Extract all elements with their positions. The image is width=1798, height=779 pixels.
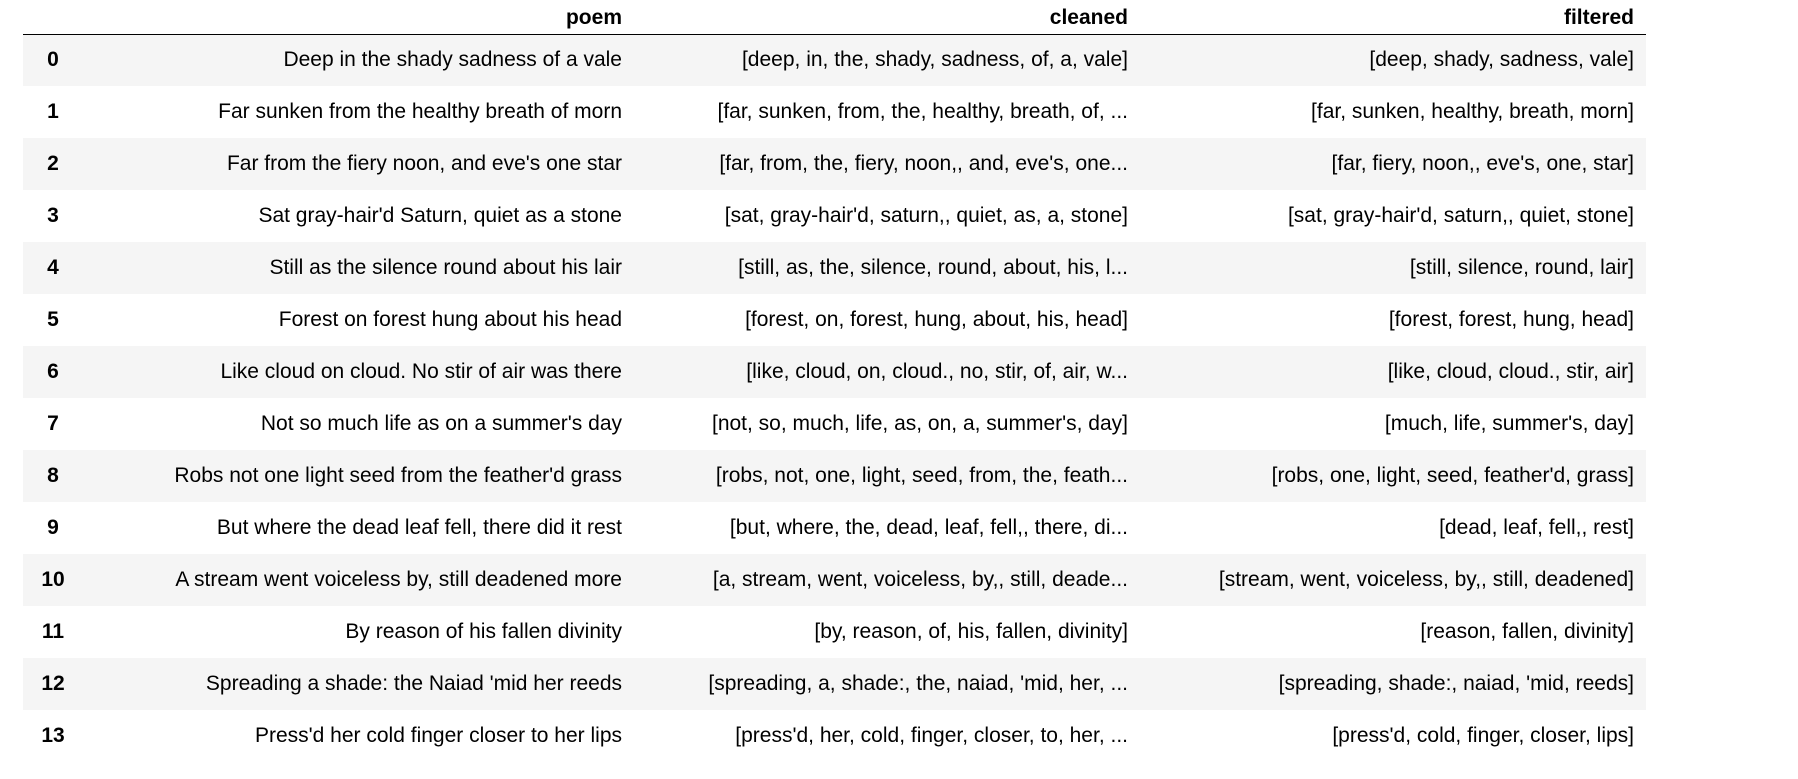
- cell-cleaned: [far, from, the, fiery, noon,, and, eve's, one...: [719, 152, 1128, 175]
- cell-poem: Far sunken from the healthy breath of morn: [218, 100, 622, 123]
- cell-poem: Spreading a shade: the Naiad 'mid her reeds: [205, 672, 622, 695]
- cell-poem: Press'd her cold finger closer to her lips: [254, 724, 622, 747]
- cell-poem: Sat gray-hair'd Saturn, quiet as a stone: [258, 204, 622, 227]
- header-row: [23, 0, 1646, 34]
- cell-poem: Far from the fiery noon, and eve's one star: [226, 152, 622, 175]
- row-index: 4: [47, 256, 59, 279]
- cell-filtered: [far, sunken, healthy, breath, morn]: [1311, 100, 1634, 123]
- row-index: 6: [47, 360, 59, 383]
- table-row: [23, 242, 1646, 294]
- cell-cleaned: [not, so, much, life, as, on, a, summer's, day]: [711, 412, 1128, 435]
- cell-filtered: [deep, shady, sadness, vale]: [1369, 48, 1634, 72]
- cell-cleaned: [but, where, the, dead, leaf, fell,, there, di...: [729, 516, 1128, 539]
- cell-cleaned: [robs, not, one, light, seed, from, the, feath...: [715, 464, 1128, 487]
- row-index: 5: [47, 308, 59, 331]
- row-index: 2: [47, 152, 59, 175]
- cell-poem: By reason of his fallen divinity: [345, 620, 622, 643]
- table-row: [23, 34, 1646, 86]
- cell-poem: Still as the silence round about his lair: [269, 256, 622, 279]
- cell-cleaned: [forest, on, forest, hung, about, his, head]: [745, 308, 1128, 331]
- cell-cleaned: [press'd, her, cold, finger, closer, to, her, ...: [735, 724, 1128, 747]
- cell-filtered: [press'd, cold, finger, closer, lips]: [1332, 724, 1634, 747]
- table-row: [23, 190, 1646, 242]
- table-row: [23, 554, 1646, 606]
- cell-poem: Forest on forest hung about his head: [278, 308, 622, 331]
- table-header: [23, 0, 1646, 34]
- cell-cleaned: [a, stream, went, voiceless, by,, still, deade...: [712, 568, 1128, 591]
- cell-cleaned: [spreading, a, shade:, the, naiad, 'mid, her, ...: [708, 672, 1128, 695]
- cell-cleaned: [by, reason, of, his, fallen, divinity]: [814, 620, 1128, 643]
- table-row: [23, 710, 1646, 762]
- cell-filtered: [far, fiery, noon,, eve's, one, star]: [1331, 152, 1634, 175]
- cell-cleaned: [still, as, the, silence, round, about, his, l...: [738, 256, 1128, 279]
- table-row: [23, 86, 1646, 138]
- row-index: 10: [41, 568, 65, 591]
- cell-cleaned: [sat, gray-hair'd, saturn,, quiet, as, a, stone]: [724, 204, 1128, 227]
- cell-filtered: [much, life, summer's, day]: [1384, 412, 1634, 435]
- row-index: 12: [41, 672, 65, 695]
- cell-filtered: [robs, one, light, seed, feather'd, grass]: [1271, 464, 1634, 487]
- cell-filtered: [still, silence, round, lair]: [1409, 256, 1634, 279]
- cell-filtered: [dead, leaf, fell,, rest]: [1439, 516, 1634, 539]
- row-index: 1: [47, 100, 59, 123]
- table-row: [23, 450, 1646, 502]
- table-row: [23, 606, 1646, 658]
- table-row: [23, 138, 1646, 190]
- dataframe-table: [23, 0, 1646, 762]
- cell-filtered: [like, cloud, cloud., stir, air]: [1387, 360, 1634, 383]
- table-row: [23, 398, 1646, 450]
- cell-filtered: [spreading, shade:, naiad, 'mid, reeds]: [1278, 672, 1634, 695]
- table-row: [23, 658, 1646, 710]
- table-row: [23, 346, 1646, 398]
- row-index: 7: [47, 412, 59, 435]
- row-index: 8: [47, 464, 59, 487]
- cell-filtered: [stream, went, voiceless, by,, still, deadened]: [1218, 568, 1634, 591]
- cell-filtered: [forest, forest, hung, head]: [1388, 308, 1634, 331]
- dataframe-output: [23, 0, 1646, 762]
- row-index: 11: [41, 620, 65, 643]
- row-index: 0: [47, 48, 59, 72]
- table-body: [23, 34, 1646, 762]
- header-index: [23, 0, 83, 34]
- header-cleaned: cleaned: [634, 0, 1140, 34]
- cell-poem: Robs not one light seed from the feather'd grass: [174, 464, 622, 487]
- table-row: [23, 294, 1646, 346]
- cell-cleaned: [deep, in, the, shady, sadness, of, a, vale]: [741, 48, 1128, 72]
- cell-poem: But where the dead leaf fell, there did it rest: [216, 516, 622, 539]
- cell-filtered: [sat, gray-hair'd, saturn,, quiet, stone]: [1287, 204, 1634, 227]
- row-index: 13: [41, 724, 65, 747]
- cell-filtered: [reason, fallen, divinity]: [1420, 620, 1634, 643]
- cell-cleaned: [far, sunken, from, the, healthy, breath, of, ...: [717, 100, 1128, 123]
- cell-poem: Like cloud on cloud. No stir of air was there: [220, 360, 622, 383]
- header-poem: poem: [83, 0, 634, 34]
- row-index: 9: [47, 516, 59, 539]
- table-row: [23, 502, 1646, 554]
- cell-poem: A stream went voiceless by, still deadened more: [175, 568, 622, 591]
- row-index: 3: [47, 204, 59, 227]
- cell-cleaned: [like, cloud, on, cloud., no, stir, of, air, w...: [746, 360, 1128, 383]
- cell-poem: Deep in the shady sadness of a vale: [283, 48, 622, 72]
- cell-poem: Not so much life as on a summer's day: [260, 412, 622, 435]
- header-filtered: filtered: [1140, 0, 1646, 34]
